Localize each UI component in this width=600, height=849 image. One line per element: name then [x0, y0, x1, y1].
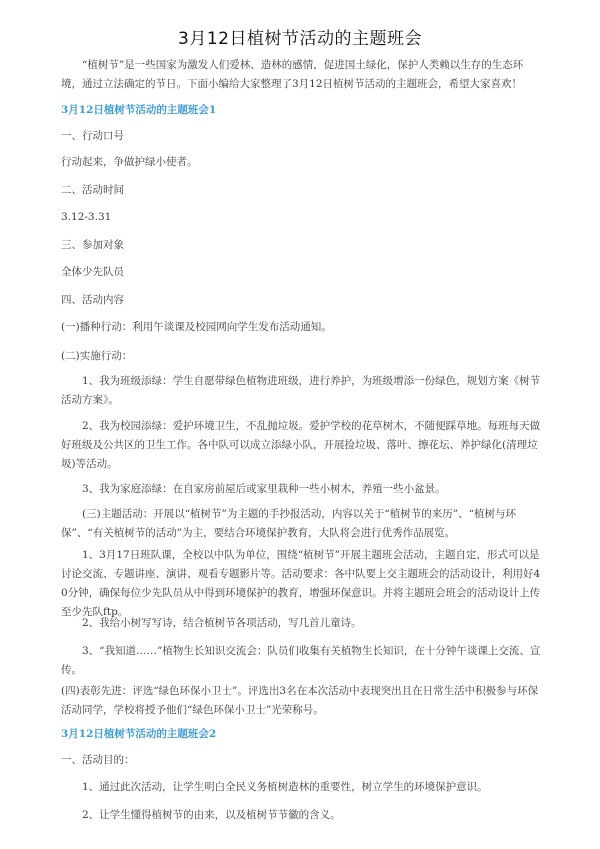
- section1-item-14: 2、我给小树写写诗，结合植树节各项活动，写几首儿童诗。: [82, 617, 362, 629]
- section1-item-4: 三、参加对象: [61, 239, 124, 251]
- section1-item-12: (三)主题活动：开展以“植树节”为主题的手抄报活动，内容以关于“植树节的来历”、“植树与环保”、“有关植树节的活动”为主，要结合环境保护教育，大队将会进行优秀作品展览。: [61, 508, 517, 539]
- section1-item-16: (四)表彰先进：评选“绿色环保小卫士”。评选出3名在本次活动中表现突出且在日常生活中积极参与环保活动同学，学校将授予他们“绿色环保小卫士”光荣称号。: [61, 685, 539, 716]
- section2-item-2: 2、让学生懂得植树节的由来，以及植树节节徽的含义。: [82, 809, 341, 821]
- section1-item-1: 行动起来，争做护绿小使者。: [61, 156, 198, 168]
- section1-item-9: 1、我为班级添绿：学生自愿带绿色植物进班级，进行养护，为班级增添一份绿色，规划方案《树节活动方案》。: [61, 375, 541, 406]
- section1-item-10: 2、我为校园添绿：爱护环境卫生，不乱抛垃圾。爱护学校的花草树木，不随便踩草地。每班每天做好班级及公共区的卫生工作。各中队可以成立添绿小队，开展捡垃圾、落叶、擦花坛、养护绿化(清理垃圾)等活动。: [61, 420, 541, 470]
- section1-item-7: (一)播种行动：利用午谈课及校园网向学生发布活动通知。: [61, 321, 332, 333]
- section1-item-13: 1、3月17日班队课，全校以中队为单位，围绕“植树节”开展主题班会活动，主题自定，形式可以是讨论交流、专题讲座、演讲、观看专题影片等。活动要求：各中队要上交主题班会的活动设计，利用好40分钟，确保每位少先队员从中得到环境保护的教育，增强环保意识。并将主题班会班会的活动设计上传至少先队ftp。: [61, 549, 541, 618]
- section1-item-5: 全体少先队员: [61, 266, 124, 278]
- section2-item-0: 一、活动目的：: [61, 754, 135, 766]
- section1-item-6: 四、活动内容: [61, 294, 124, 306]
- section1-item-0: 一、行动口号: [61, 130, 124, 142]
- section1-item-8: (二)实施行动：: [61, 350, 133, 362]
- intro-paragraph: “植树节”是一些国家为激发人们爱林、造林的感情，促进国土绿化，保护人类赖以生存的生态环境，通过立法确定的节日。下面小编给大家整理了3月12日植树节活动的主题班会，希望大家喜欢！: [61, 59, 524, 90]
- page-title: 3月12日植树节活动的主题班会: [178, 29, 422, 49]
- section2-item-1: 1、通过此次活动，让学生明白全民义务植树造林的重要性，树立学生的环境保护意识。: [82, 781, 488, 793]
- section1-item-11: 3、我为家庭添绿：在自家房前屋后或家里栽种一些小树木，养殖一些小盆景。: [82, 483, 446, 495]
- section1-item-3: 3.12-3.31: [61, 211, 112, 223]
- section1-item-2: 二、活动时间: [61, 184, 124, 196]
- section1-heading: 3月12日植树节活动的主题班会1: [61, 104, 217, 116]
- section2-heading: 3月12日植树节活动的主题班会2: [61, 728, 217, 740]
- section1-item-15: 3、“我知道……”植物生长知识交流会：队员们收集有关植物生长知识，在十分钟午谈课上交流、宣传。: [61, 645, 541, 676]
